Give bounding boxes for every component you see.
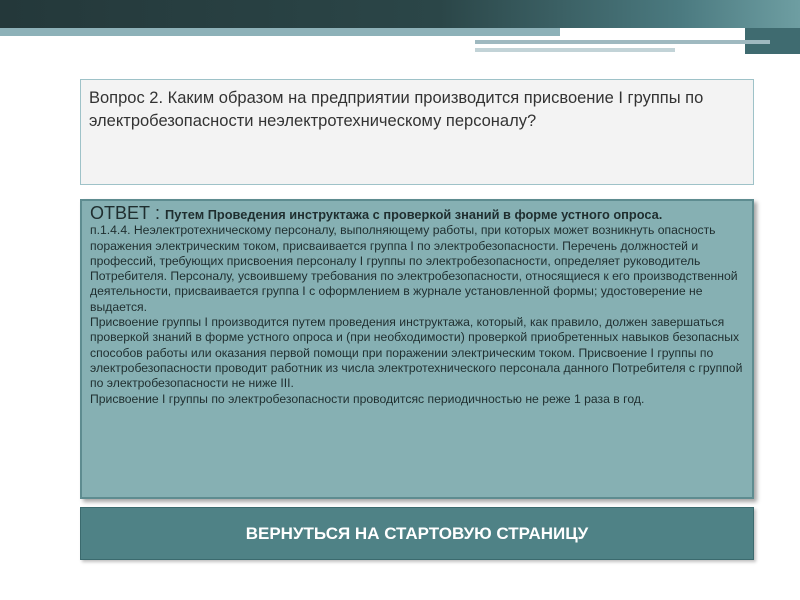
answer-summary: Путем Проведения инструктажа с проверкой знаний в форме устного опроса.: [165, 207, 663, 222]
header-line-light: [475, 48, 675, 52]
answer-heading: [90, 203, 744, 223]
question-text: Вопрос 2. Каким образом на предприятии производится присвоение I группы по электробезопасности неэлектротехническому персоналу?: [89, 89, 704, 130]
answer-box: [80, 199, 754, 499]
question-box: [80, 79, 754, 185]
answer-label: ОТВЕТ :: [90, 203, 166, 223]
answer-paragraph: Присвоение I группы по электробезопасности проводитсяс периодичностью не реже 1 раза в год.: [90, 391, 645, 406]
return-button-label: ВЕРНУТЬСЯ НА СТАРТОВУЮ СТРАНИЦУ: [245, 523, 589, 543]
answer-paragraph: п.1.4.4. Неэлектротехническому персоналу, выполняющему работы, при которых может возникнуть опасность поражения электрическим током, присваивается группа I по электробезопасности. Перечень должностей и профессий, требующих присвоения персоналу I группы по электробезопасности, определяет руководитель Потребителя. Персоналу, усвоившему требования по электробезопасности, относящиеся к его производственной деятельности, присваивается группа I с оформлением в журнале установленной формы; удостоверение не выдается.: [90, 223, 738, 314]
return-to-start-button[interactable]: [80, 507, 754, 560]
answer-paragraph: Присвоение группы I производится путем проведения инструктажа, который, как правило, должен завершаться проверкой знаний в форме устного опроса и (при необходимости) проверкой приобретенных навыков безопасных способов работы или оказания первой помощи при поражении электрическим током. Присвоение I группы по электробезопасности проводит работник из числа электротехнического персонала данного Потребителя с группой по электробезопасности не ниже III.: [90, 315, 743, 391]
header-bar: [0, 0, 800, 28]
header-stripe: [0, 28, 560, 36]
header-line: [475, 40, 770, 44]
